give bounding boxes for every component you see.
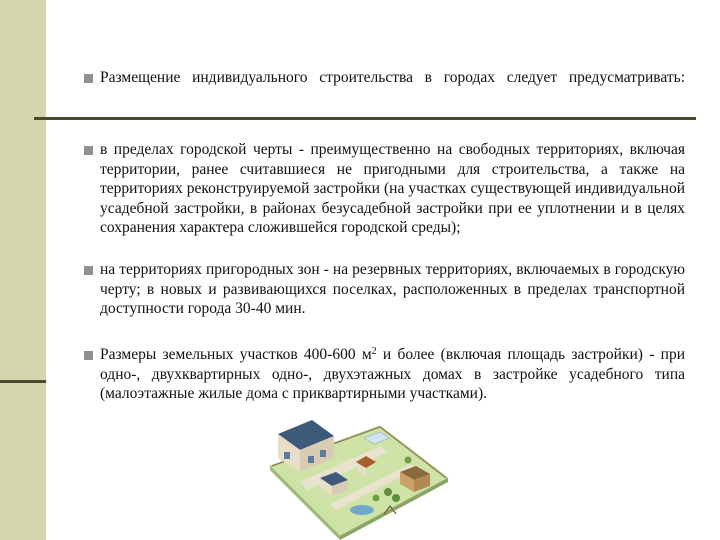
list-item-text: Размещение индивидуального строительства в городах следует предусматривать: <box>100 69 685 86</box>
bullet-square <box>84 351 93 360</box>
bullet-square <box>84 266 93 275</box>
side-accent-bar <box>0 0 46 540</box>
list-item-text: на территориях пригородных зон - на резервных территориях, включаемых в городскую черту; в новых и развивающихся поселках, расположенных в пределах транспортной доступности города 30-40 мин. <box>100 261 685 317</box>
bullet-square <box>84 74 93 83</box>
list-item <box>100 68 685 88</box>
header-divider <box>34 117 696 120</box>
list-item-text: Размеры земельных участков 400-600 $м^2$ и более (включая площадь застройки) - при одно-, двухквартирных одно-, двухэтажных домах в застройке усадебного типа (малоэтажные жилые дома с приквартирными участками). <box>100 346 685 402</box>
side-accent-rule <box>0 380 46 383</box>
list-item-text: в пределах городской черты - преимущественно на свободных территориях, включая территории, ранее считавшиеся не пригодными для строительства, а также на территориях реконструируемой застройки (на участках существующей индивидуальной усадебной застройки, в районах безусадебной застройки при ее уплотнении и в целях сохранения характера сложившейся городской среды); <box>100 141 685 236</box>
house-plot-illustration <box>260 406 450 540</box>
list-item <box>100 140 685 238</box>
list-item <box>100 345 685 404</box>
list-item <box>100 260 685 319</box>
bullet-square <box>84 146 93 155</box>
